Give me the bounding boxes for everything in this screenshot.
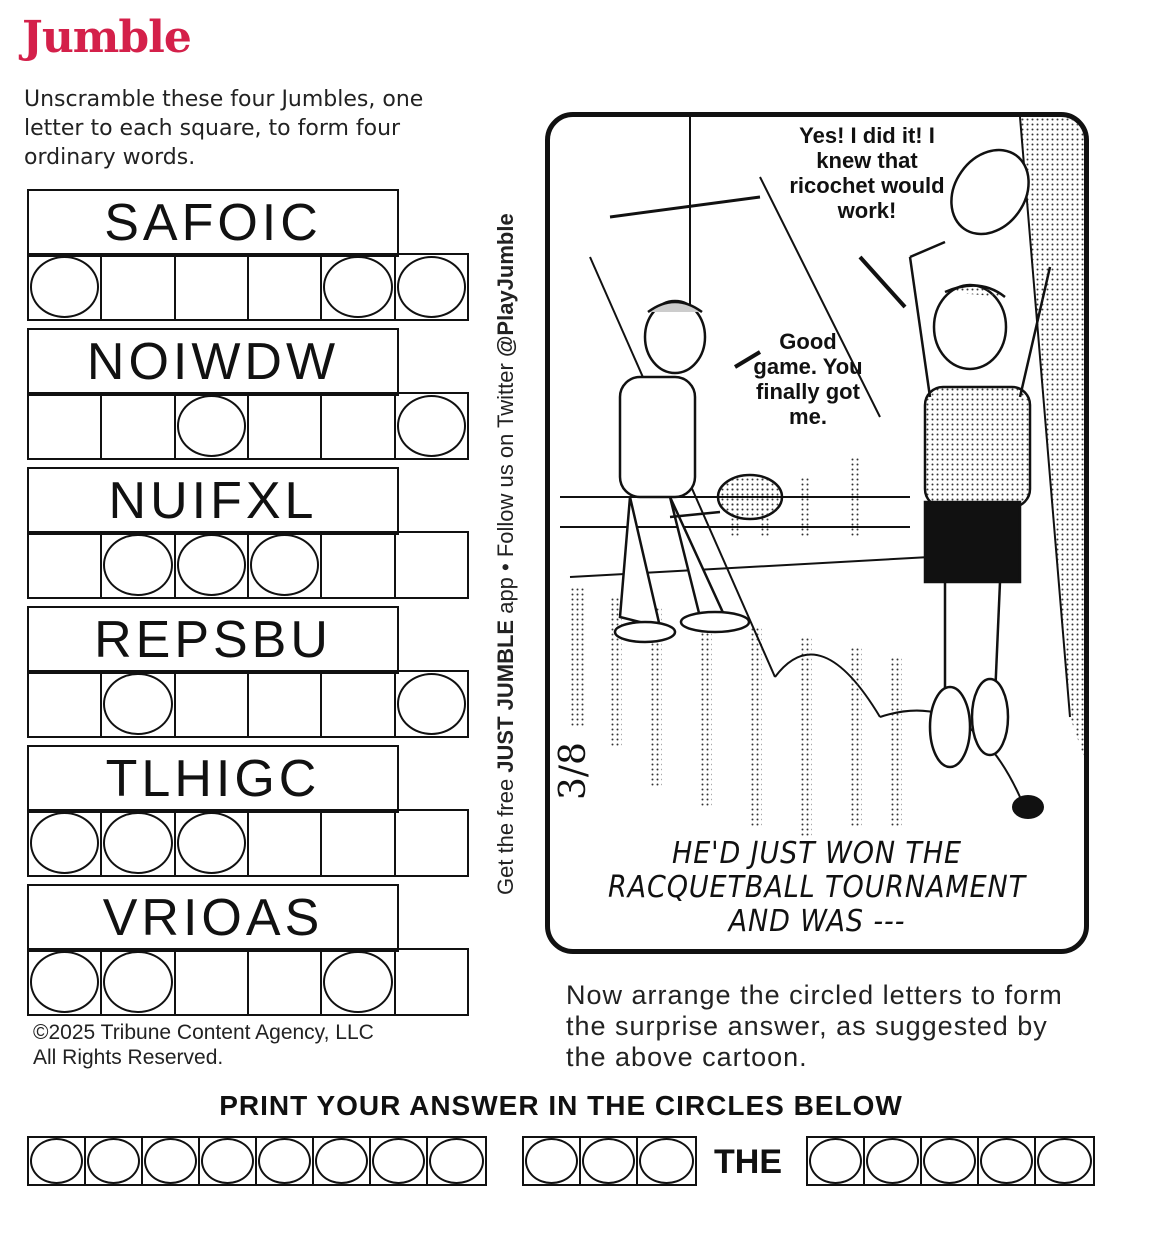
answer-circle[interactable] [143, 1138, 200, 1184]
circled-letter-square[interactable] [322, 255, 395, 319]
letter-square[interactable] [249, 811, 322, 875]
scrambled-word: NUIFXL [27, 467, 399, 535]
letter-slots [27, 392, 469, 460]
instructions-text: Unscramble these four Jumbles, one letter to each square, to form four ordinary words. [24, 87, 424, 170]
letter-square[interactable] [249, 255, 322, 319]
answer-circle[interactable] [524, 1138, 581, 1184]
answer-circle[interactable] [371, 1138, 428, 1184]
circled-letter-square[interactable] [322, 950, 395, 1014]
answer-circle[interactable] [581, 1138, 638, 1184]
answer-circle[interactable] [86, 1138, 143, 1184]
circled-letter-square[interactable] [176, 394, 249, 458]
scrambled-word: REPSBU [27, 606, 399, 674]
answer-circle[interactable] [865, 1138, 922, 1184]
circled-letter-square[interactable] [29, 950, 102, 1014]
letter-square[interactable] [29, 394, 102, 458]
letter-square[interactable] [176, 950, 249, 1014]
scrambled-word: NOIWDW [27, 328, 399, 396]
letter-square[interactable] [176, 672, 249, 736]
letter-square[interactable] [29, 533, 102, 597]
letter-slots [27, 809, 469, 877]
answer-circle[interactable] [257, 1138, 314, 1184]
promo-text: Get the free JUST JUMBLE app • Follow us on Twitter @PlayJumble [493, 213, 518, 895]
circled-letter-square[interactable] [102, 672, 175, 736]
letter-square[interactable] [249, 672, 322, 736]
jumble-puzzle [27, 328, 469, 462]
circled-letter-square[interactable] [102, 533, 175, 597]
letter-slots [27, 948, 469, 1016]
circled-letter-square[interactable] [29, 255, 102, 319]
cartoon-caption: HE'D JUST WON THE RACQUETBALL TOURNAMENT AND WAS --- [607, 836, 1027, 939]
letter-square[interactable] [396, 950, 467, 1014]
speech-bubble-winner: Yes! I did it! I knew that ricochet would work! [789, 123, 945, 223]
answer-circle[interactable] [638, 1138, 695, 1184]
answer-word-3[interactable] [806, 1136, 1095, 1186]
letter-square[interactable] [29, 672, 102, 736]
letter-square[interactable] [249, 950, 322, 1014]
letter-square[interactable] [322, 811, 395, 875]
answer-circle[interactable] [29, 1138, 86, 1184]
answer-circle[interactable] [808, 1138, 865, 1184]
scrambled-word: TLHIGC [27, 745, 399, 813]
circled-letter-square[interactable] [396, 394, 467, 458]
copyright: ©2025 Tribune Content Agency, LLC All Rights Reserved. [33, 1021, 374, 1069]
jumble-puzzle [27, 467, 469, 601]
letter-slots [27, 531, 469, 599]
scrambled-word: SAFOIC [27, 189, 399, 257]
circled-letter-square[interactable] [176, 533, 249, 597]
letter-square[interactable] [176, 255, 249, 319]
jumble-puzzle [27, 606, 469, 740]
jumble-puzzle [27, 189, 469, 323]
letter-square[interactable] [322, 672, 395, 736]
letter-square[interactable] [322, 394, 395, 458]
answer-connector: THE [714, 1143, 782, 1181]
scrambled-word: VRIOAS [27, 884, 399, 952]
cartoon-panel [545, 112, 1089, 954]
answer-circle[interactable] [200, 1138, 257, 1184]
answer-word-2[interactable] [522, 1136, 697, 1186]
answer-word-1[interactable] [27, 1136, 487, 1186]
speech-bubble-loser: Good game. You finally got me. [753, 329, 863, 429]
answer-circle[interactable] [922, 1138, 979, 1184]
letter-square[interactable] [102, 255, 175, 319]
jumble-title: Jumble [22, 12, 191, 63]
letter-slots [27, 670, 469, 738]
answer-circle[interactable] [314, 1138, 371, 1184]
letter-square[interactable] [396, 533, 467, 597]
letter-square[interactable] [396, 811, 467, 875]
arrange-instructions: Now arrange the circled letters to form the surprise answer, as suggested by the above cartoon. [566, 980, 1063, 1072]
letter-square[interactable] [249, 394, 322, 458]
circled-letter-square[interactable] [29, 811, 102, 875]
jumble-puzzle [27, 745, 469, 879]
cartoon-illustration [550, 117, 1084, 949]
circled-letter-square[interactable] [102, 811, 175, 875]
jumble-puzzle [27, 884, 469, 1018]
circled-letter-square[interactable] [102, 950, 175, 1014]
answer-circle[interactable] [979, 1138, 1036, 1184]
answer-circle[interactable] [1036, 1138, 1093, 1184]
circled-letter-square[interactable] [176, 811, 249, 875]
letter-square[interactable] [102, 394, 175, 458]
print-answer-label: PRINT YOUR ANSWER IN THE CIRCLES BELOW [219, 1090, 903, 1121]
circled-letter-square[interactable] [396, 672, 467, 736]
circled-letter-square[interactable] [396, 255, 467, 319]
artist-signature: 3/8 [553, 742, 594, 800]
letter-slots [27, 253, 469, 321]
letter-square[interactable] [322, 533, 395, 597]
answer-circle[interactable] [428, 1138, 485, 1184]
circled-letter-square[interactable] [249, 533, 322, 597]
